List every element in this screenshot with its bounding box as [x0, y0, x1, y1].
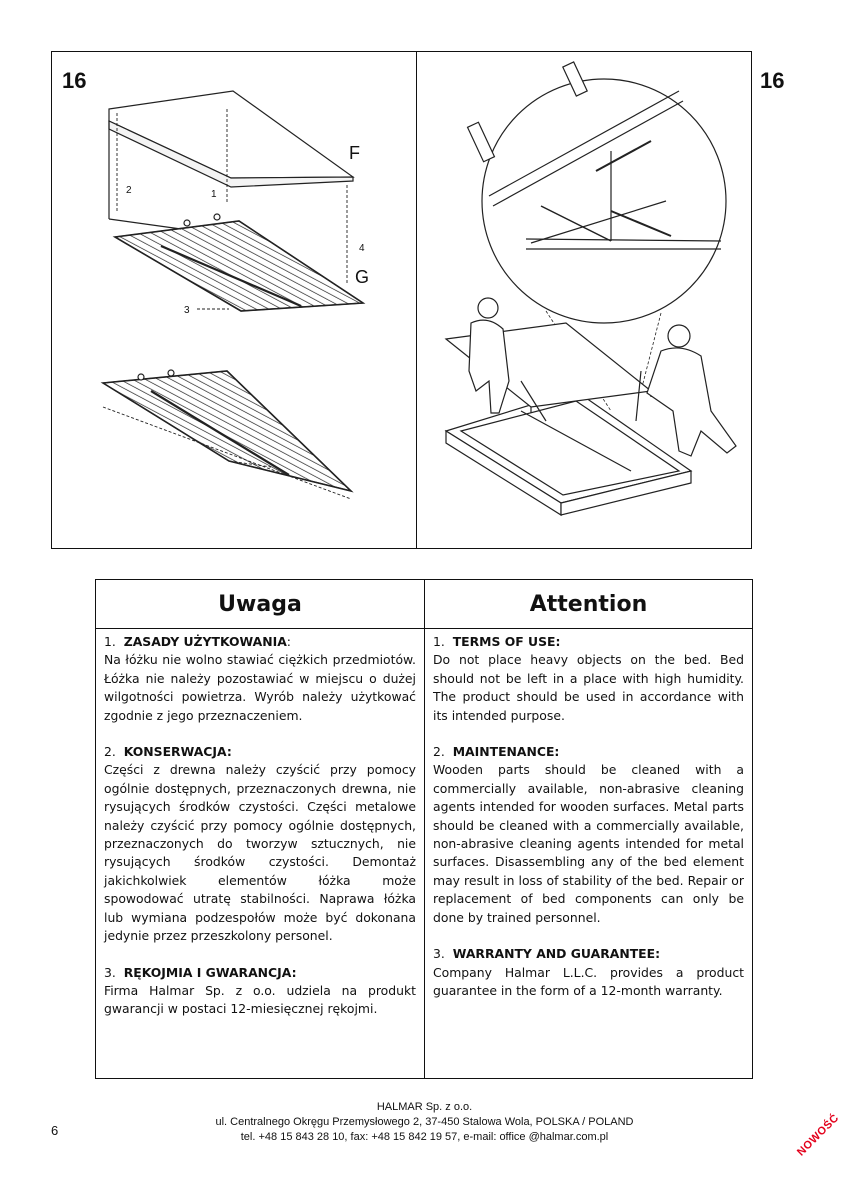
section-title-maintenance-en: 2. MAINTENANCE:: [433, 744, 560, 760]
section-text-warranty-en: Company Halmar L.L.C. provides a product guarantee in the form of a 12-month warranty.: [433, 964, 744, 998]
section-title-terms-en: 1. TERMS OF USE:: [433, 634, 561, 649]
section-text-maintenance-pl: Części z drewna należy czyścić przy pomocy ogólnie dostępnych, przeznaczonych drewna, nie rysujących środków czystości. Części metalowe należy czyścić przy pomocy ogólnie dostępnych, przeznaczonych do tworzyw sztucznych, nie rysujących środków czystości. Demontaż jakichkolwiek elementów łóżka może spowodować utratę stabilności. Naprawa łóżka lub wymiana podzespołów może być dokonana jedynie przez przeszkolony personel.: [104, 762, 416, 944]
section-title-warranty-en: 3. WARRANTY AND GUARANTEE:: [433, 946, 661, 962]
bed-base-drawing: [446, 391, 691, 515]
label-4: 4: [359, 243, 365, 254]
section-title-warranty-pl: 3. RĘKOJMIA I GWARANCJA:: [104, 964, 297, 980]
footer-address: ul. Centralnego Okręgu Przemysłowego 2, 37-450 Stalowa Wola, POLSKA / POLAND: [215, 1116, 634, 1128]
section-title-terms-pl: 1. ZASADY UŻYTKOWANIA:: [104, 634, 291, 649]
section-text-terms-pl: Na łóżku nie wolno stawiać ciężkich przedmiotów. Łóżka nie należy pozostawiać w miejscu o dużej wilgotności powietrza. Wyrób należy użytkować zgodnie z jego przeznaczeniem.: [104, 652, 416, 723]
section-title-maintenance-pl: 2. KONSERWACJA:: [104, 744, 232, 760]
footer-contact: tel. +48 15 843 28 10, fax: +48 15 842 19 57, e-mail: office @halmar.com.pl: [240, 1131, 609, 1143]
label-3: 3: [184, 305, 190, 316]
person-right-drawing: [647, 325, 736, 456]
section-text-terms-en: Do not place heavy objects on the bed. Bed should not be left in a place with high humidity. The product should be used in accordance with its intended purpose.: [433, 652, 744, 723]
label-G: G: [355, 267, 370, 287]
label-F: F: [349, 143, 360, 163]
person-left-drawing: [469, 298, 509, 413]
section-text-maintenance-en: Wooden parts should be cleaned with a commercially available, non-abrasive cleaning agents intended for wooden surfaces. Metal parts should be cleaned with a commercially available, non-abrasive cleaning agents intended for metal surfaces. Disassembling any of the bed element may result in loss of stability of the bed. Repair or replacement of bed components can only be done by trained personnel.: [433, 762, 744, 925]
footer-company: HALMAR Sp. z o.o.: [376, 1101, 473, 1113]
assembly-illustration: [51, 51, 752, 549]
label-1: 1: [211, 189, 217, 200]
notes-table: [95, 579, 753, 1079]
slatted-frame-upper: [115, 221, 363, 311]
notes-column-polish: [96, 580, 425, 1078]
detail-magnifier: [482, 79, 726, 323]
lid-panel-drawing: [109, 91, 353, 229]
section-text-warranty-pl: Firma Halmar Sp. z o.o. udziela na produkt gwarancji w postaci 12-miesięcznej rękojmi.: [104, 982, 416, 1017]
heading-attention: Attention: [425, 580, 752, 629]
slatted-frame-lower: [103, 370, 351, 499]
company-footer: [0, 1100, 849, 1145]
heading-uwaga: Uwaga: [96, 580, 424, 629]
notes-column-english: [425, 580, 752, 1078]
step-number-right: 16: [760, 68, 785, 93]
page-number: 6: [51, 1123, 59, 1138]
label-2: 2: [126, 185, 132, 196]
new-badge: NOWOŚĆ: [795, 1112, 842, 1159]
step-number-left: 16: [62, 68, 87, 93]
